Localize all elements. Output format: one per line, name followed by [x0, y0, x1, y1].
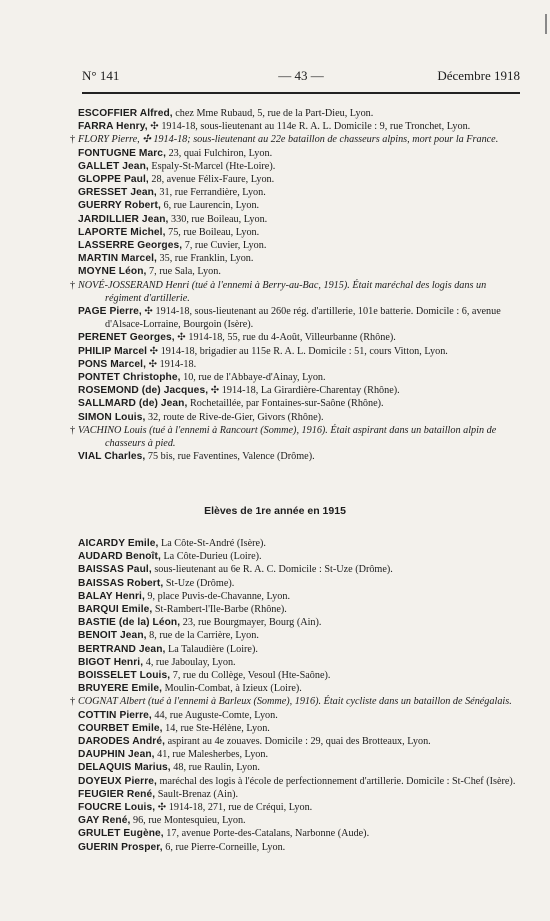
list-item — [78, 603, 522, 616]
list-item — [78, 709, 522, 722]
entry-death-note: NOVÉ-JOSSERAND Henri (tué à l'ennemi à Berry-au-Bac, 1915). Était maréchal des logis dans un régiment d'artillerie. — [78, 279, 487, 304]
entry-details: Sault-Brenaz (Ain). — [155, 788, 239, 800]
list-item — [78, 629, 522, 642]
entry-details: St-Rambert-l'Ile-Barbe (Rhône). — [152, 604, 287, 616]
entry-details: 23, rue Bourgmayer, Bourg (Ain). — [180, 617, 322, 629]
entry-details: ✣ 1914-18, brigadier au 115e R. A. L. Domicile : 51, cours Vitton, Lyon. — [147, 345, 448, 357]
list-item — [78, 841, 522, 854]
entry-death-note: FLORY Pierre, ✣ 1914-18; sous-lieutenant au 22e bataillon de chasseurs alpins, mort pour la France. — [78, 134, 499, 146]
list-item — [78, 748, 522, 761]
entry-details: 10, rue de l'Abbaye-d'Ainay, Lyon. — [180, 372, 326, 384]
list-item — [78, 371, 522, 384]
entry-name: JARDILLIER Jean, — [78, 213, 169, 225]
list-item — [78, 801, 522, 814]
entry-details: 7, rue du Collège, Vesoul (Hte-Saône). — [170, 670, 331, 682]
entry-details: 330, rue Boileau, Lyon. — [168, 213, 268, 225]
entry-name: BAISSAS Robert, — [78, 577, 164, 589]
entry-name: PAGE Pierre, — [78, 306, 142, 318]
list-item — [78, 411, 522, 424]
entry-name: PONS Marcel, — [78, 358, 147, 370]
entry-name: FEUGIER René, — [78, 788, 156, 800]
list-item — [78, 656, 522, 669]
list-item — [78, 643, 522, 656]
list-item — [78, 358, 522, 371]
list-item — [78, 199, 522, 212]
list-item — [78, 682, 522, 695]
list-item — [78, 252, 522, 265]
entry-name: GAY René, — [78, 815, 131, 827]
entry-name: BERTRAND Jean, — [78, 643, 166, 655]
list-item — [78, 616, 522, 629]
entry-name: GLOPPE Paul, — [78, 174, 149, 186]
list-item — [78, 107, 522, 120]
entry-details: Moulin-Combat, à Izieux (Loire). — [162, 683, 302, 695]
entry-name: PERENET Georges, — [78, 332, 175, 344]
entry-details: maréchal des logis à l'école de perfectionnement d'artillerie. Domicile : St-Chef (Isère). — [156, 775, 516, 787]
entry-details: 96, rue Montesquieu, Lyon. — [130, 815, 246, 827]
section-title: Elèves de 1re année en 1915 — [204, 505, 346, 517]
entry-name: BIGOT Henri, — [78, 656, 144, 668]
list-item — [78, 305, 522, 331]
entry-name: AUDARD Benoît, — [78, 551, 161, 563]
entry-name: BAISSAS Paul, — [78, 564, 152, 576]
entry-details: 17, avenue Porte-des-Catalans, Narbonne (Aude). — [163, 828, 370, 840]
list-item — [78, 788, 522, 801]
list-item — [70, 133, 522, 146]
entry-name: FONTUGNE Marc, — [78, 147, 167, 159]
entry-name: FOUCRE Louis, — [78, 802, 156, 814]
entry-details: 23, quai Fulchiron, Lyon. — [166, 147, 273, 159]
page-marker: — 43 — — [278, 68, 324, 83]
entry-details: ✣ 1914-18, La Girardière-Charentay (Rhône). — [208, 385, 400, 397]
entry-name: FARRA Henry, — [78, 121, 148, 133]
entry-details: 4, rue Jaboulay, Lyon. — [143, 656, 236, 668]
entry-name: SIMON Louis, — [78, 411, 146, 423]
list-item — [78, 669, 522, 682]
dagger-icon: † — [70, 279, 76, 291]
list-item — [78, 173, 522, 186]
list-item — [78, 384, 522, 397]
list-item — [78, 814, 522, 827]
entry-details: La Côte-St-André (Isère). — [158, 538, 266, 549]
entry-name: GALLET Jean, — [78, 160, 149, 172]
entry-details: 31, rue Ferrandière, Lyon. — [156, 187, 266, 199]
entry-list-first-year-1915 — [70, 537, 522, 854]
entry-name: VIAL Charles, — [78, 451, 146, 463]
entry-name: MOYNE Léon, — [78, 266, 147, 278]
entry-details: ✣ 1914-18, sous-lieutenant au 114e R. A. L. Domicile : 9, rue Tronchet, Lyon. — [147, 121, 471, 133]
entry-name: GRESSET Jean, — [78, 187, 157, 199]
entry-details: 6, rue Pierre-Corneille, Lyon. — [162, 841, 286, 853]
list-item — [78, 147, 522, 160]
list-item — [78, 160, 522, 173]
dagger-icon: † — [70, 696, 76, 708]
page-date: Décembre 1918 — [437, 68, 520, 83]
entry-name: GUERIN Prosper, — [78, 841, 163, 853]
dagger-icon: † — [70, 134, 76, 146]
entry-name: GRULET Eugène, — [78, 828, 164, 840]
list-item — [78, 537, 522, 550]
entry-death-note: VACHINO Louis (tué à l'ennemi à Rancourt (Somme), 1916). Était aspirant dans un bataillon alpin de chasseurs à pied. — [78, 424, 497, 450]
list-item — [78, 265, 522, 278]
entry-details: 41, rue Malesherbes, Lyon. — [154, 749, 269, 761]
entry-details: ✣ 1914-18, sous-lieutenant au 260e rég. d'artillerie, 101e batterie. Domicile : 6, avenue d'Alsace-Lorraine, Bourgoin (Isère). — [105, 306, 501, 331]
entry-name: BRUYERE Emile, — [78, 683, 163, 695]
entry-details: sous-lieutenant au 6e R. A. C. Domicile : St-Uze (Drôme). — [151, 564, 393, 576]
page-edge-mark — [545, 14, 547, 34]
page-number-label: N° 141 — [82, 68, 120, 83]
entry-name: GUERRY Robert, — [78, 200, 161, 212]
entry-details: chez Mme Rubaud, 5, rue de la Part-Dieu, Lyon. — [172, 108, 374, 119]
entry-name: DAUPHIN Jean, — [78, 749, 155, 761]
entry-name: BARQUI Emile, — [78, 604, 153, 616]
entry-details: Rochetaillée, par Fontaines-sur-Saône (Rhône). — [187, 398, 384, 410]
entry-details: 44, rue Auguste-Comte, Lyon. — [151, 709, 278, 721]
entry-details: 9, place Puvis-de-Chavanne, Lyon. — [144, 590, 291, 602]
list-item — [70, 279, 522, 305]
entry-death-note: COGNAT Albert (tué à l'ennemi à Barleux (Somme), 1916). Était cycliste dans un bataillon de Sénégalais. — [78, 696, 512, 708]
entry-name: BENOIT Jean, — [78, 630, 147, 642]
list-item — [78, 331, 522, 344]
list-item — [78, 239, 522, 252]
entry-name: BOISSELET Louis, — [78, 670, 171, 682]
entry-name: BASTIE (de la) Léon, — [78, 617, 181, 629]
entry-details: La Côte-Durieu (Loire). — [160, 551, 262, 563]
entry-details: aspirant au 4e zouaves. Domicile : 29, quai des Brotteaux, Lyon. — [165, 736, 431, 748]
entry-details: La Talaudière (Loire). — [165, 643, 258, 655]
list-item — [78, 226, 522, 239]
entry-name: LASSERRE Georges, — [78, 240, 183, 252]
entry-details: 75 bis, rue Faventines, Valence (Drôme). — [145, 451, 315, 463]
entry-name: PHILIP Marcel — [78, 345, 148, 357]
entry-name: DELAQUIS Marius, — [78, 762, 171, 774]
entry-details: 35, rue Franklin, Lyon. — [156, 253, 254, 265]
entry-name: COTTIN Pierre, — [78, 709, 152, 721]
entry-name: ESCOFFIER Alfred, — [78, 108, 173, 119]
list-item — [70, 424, 522, 450]
dagger-icon: † — [70, 424, 76, 436]
list-item — [78, 450, 522, 463]
list-item — [78, 213, 522, 226]
header-rule — [82, 92, 520, 94]
entry-details: 75, rue Boileau, Lyon. — [165, 226, 260, 238]
entry-details: 28, avenue Félix-Faure, Lyon. — [148, 174, 275, 186]
entry-details: ✣ 1914-18. — [146, 358, 197, 370]
list-item — [78, 345, 522, 358]
list-item — [78, 120, 522, 133]
entry-list-graduates — [70, 107, 522, 463]
entry-details: 6, rue Laurencin, Lyon. — [160, 200, 260, 212]
list-item — [78, 577, 522, 590]
entry-name: SALLMARD (de) Jean, — [78, 398, 188, 410]
entry-name: DOYEUX Pierre, — [78, 775, 157, 787]
entry-details: St-Uze (Drôme). — [163, 577, 235, 589]
list-item — [78, 775, 522, 788]
entry-name: COURBET Emile, — [78, 722, 163, 734]
entry-details: 48, rue Raulin, Lyon. — [170, 762, 260, 774]
entry-name: MARTIN Marcel, — [78, 253, 157, 265]
entry-name: AICARDY Emile, — [78, 538, 159, 549]
entry-name: ROSEMOND (de) Jacques, — [78, 385, 209, 397]
list-item — [78, 590, 522, 603]
entry-details: ✣ 1914-18, 271, rue de Créqui, Lyon. — [155, 802, 313, 814]
list-item — [78, 186, 522, 199]
entry-name: DARODES André, — [78, 736, 166, 748]
list-item — [78, 761, 522, 774]
list-item — [78, 722, 522, 735]
list-item — [78, 563, 522, 576]
entry-name: LAPORTE Michel, — [78, 226, 166, 238]
entry-details: ✣ 1914-18, 55, rue du 4-Août, Villeurbanne (Rhône). — [174, 332, 396, 344]
entry-details: 7, rue Cuvier, Lyon. — [182, 240, 267, 252]
list-item — [78, 397, 522, 410]
entry-name: BALAY Henri, — [78, 590, 145, 602]
entry-details: 32, route de Rive-de-Gier, Givors (Rhône). — [145, 411, 324, 423]
list-item — [78, 827, 522, 840]
entry-details: 7, rue Sala, Lyon. — [146, 266, 221, 278]
entry-details: 8, rue de la Carrière, Lyon. — [146, 630, 259, 642]
entry-details: Espaly-St-Marcel (Hte-Loire). — [148, 160, 276, 172]
entry-details: 14, rue Ste-Hélène, Lyon. — [162, 722, 270, 734]
list-item — [78, 735, 522, 748]
list-item — [78, 550, 522, 563]
entry-name: PONTET Christophe, — [78, 372, 181, 384]
list-item — [70, 695, 522, 708]
page-header — [82, 68, 520, 88]
